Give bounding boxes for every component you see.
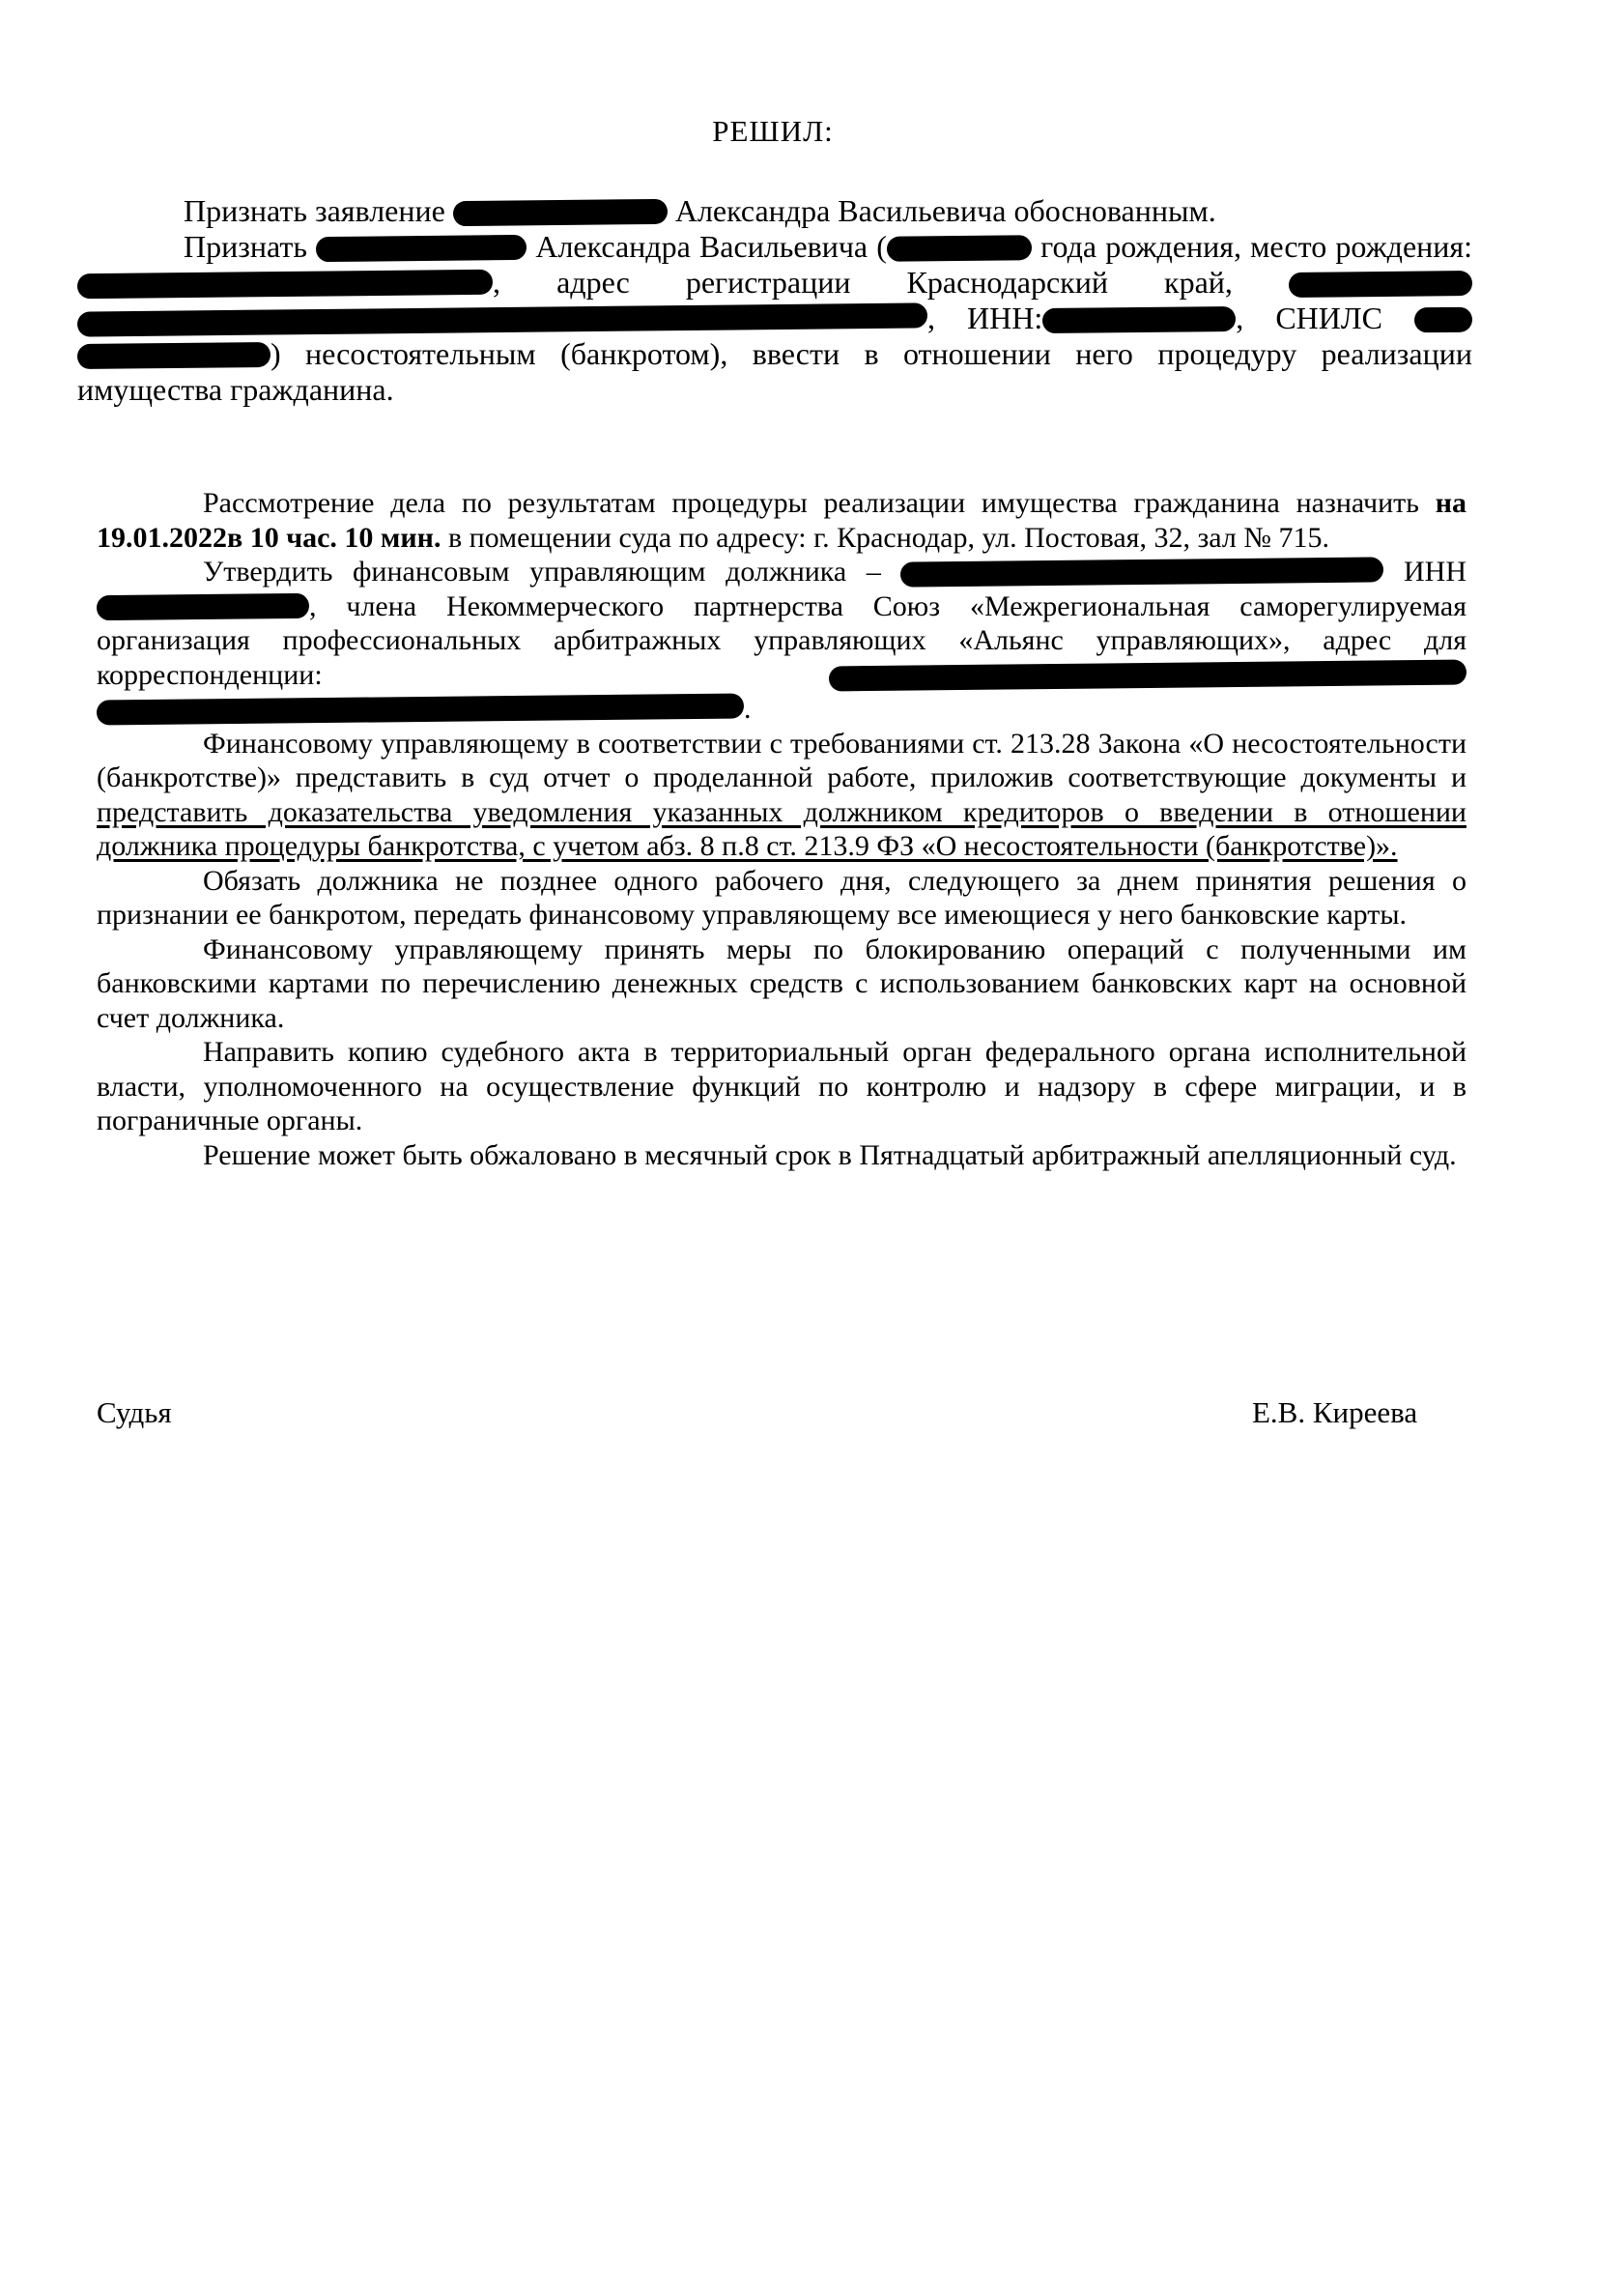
redacted-address xyxy=(1289,271,1472,298)
signature-name: Е.В. Киреева xyxy=(1252,1395,1418,1429)
p2-text-e: , ИНН: xyxy=(927,301,1043,335)
p4-text-d: . xyxy=(744,693,752,725)
redacted-surname xyxy=(316,235,527,262)
redacted-birthdate xyxy=(887,235,1032,262)
signature-role: Судья xyxy=(97,1395,172,1429)
p2-text-f: , СНИЛС xyxy=(1236,301,1382,335)
redacted-manager-inn xyxy=(97,592,309,619)
paragraph-recognize-bankrupt xyxy=(77,229,1472,408)
p2-text-c: года рождения, место рождения: xyxy=(1040,229,1473,264)
redacted-inn xyxy=(1042,306,1236,333)
redacted-correspondence-address xyxy=(829,659,1466,691)
p4-text-b: ИНН xyxy=(1404,556,1467,588)
redacted-surname xyxy=(453,198,668,225)
paragraph-bank-cards: Обязать должника не позднее одного рабочего дня, следующего за днем принятия решения о признании ее банкротом, передать финансовому управляющему все имеющиеся у него банковские карты. xyxy=(97,864,1466,931)
p4-text-c: , члена Некоммерческого партнерства Союз «Межрегиональная саморегулируемая организация профессиональных арбитражных управляющих «Альянс управляющих», адрес для корреспонденции: xyxy=(97,589,1466,691)
redacted-manager-name xyxy=(900,557,1383,587)
redacted-snils xyxy=(77,342,270,369)
redacted-correspondence-address xyxy=(97,694,744,726)
redacted-address xyxy=(77,302,927,336)
p1-text-a: Признать заявление xyxy=(184,193,445,228)
paragraph-hearing-date xyxy=(97,486,1466,555)
paragraph-appeal: Решение может быть обжаловано в месячный срок в Пятнадцатый арбитражный апелляционный суд. xyxy=(203,1138,1457,1171)
paragraph-send-copy: Направить копию судебного акта в территориальный орган федерального органа исполнительной власти, уполномоченного на осуществление функций по контролю и надзору в сфере миграции, и в пограничные органы. xyxy=(97,1036,1466,1136)
p5-text-a: Финансовому управляющему в соответствии с требованиями ст. 213.28 Закона «О несостоятельности (банкротстве)» представить в суд отчет о проделанной работе, приложив соответствующие документы и xyxy=(97,727,1466,793)
p2-text-d: , адрес регистрации Краснодарский край, xyxy=(493,265,1233,300)
p3-text-c: в помещении суда по адресу: г. Краснодар, ул. Постовая, 32, зал № 715. xyxy=(447,521,1329,554)
paragraph-report-requirement xyxy=(97,727,1466,864)
operative-block-1 xyxy=(77,193,1472,408)
redacted-birthplace xyxy=(77,269,493,299)
paragraph-appoint-manager xyxy=(97,555,1466,727)
p2-text-a: Признать xyxy=(184,229,307,264)
paragraph-block-operations: Финансовому управляющему принять меры по блокированию операций с полученными им банковскими картами по перечислению денежных средств с использованием банковских карт на основной счет должника. xyxy=(97,933,1466,1034)
redacted-snils xyxy=(1414,306,1472,332)
underlined-requirement: представить доказательства уведомления указанных должником кредиторов о введении в отношении должника процедуры банкротства, с учетом абз. 8 п.8 ст. 213.9 ФЗ «О несостоятельности (банкротстве)». xyxy=(97,795,1466,862)
decision-heading: РЕШИЛ: xyxy=(712,114,834,148)
p3-text-a: Рассмотрение дела по результатам процедуры реализации имущества гражданина назначить xyxy=(203,487,1419,519)
p2-text-g: ) несостоятельным (банкротом), ввести в отношении него процедуру реализации имущества гражданина. xyxy=(77,336,1472,407)
operative-block-2 xyxy=(97,486,1466,1172)
p1-text-b: Александра Васильевича обоснованным. xyxy=(674,193,1216,228)
p4-text-a: Утвердить финансовым управляющим должника – xyxy=(203,556,881,588)
hearing-datetime: на 19.01.2022в 10 час. 10 мин. xyxy=(97,487,1466,554)
paragraph-recognize-application xyxy=(77,193,1472,229)
p2-text-b: Александра Васильевича ( xyxy=(535,229,887,264)
